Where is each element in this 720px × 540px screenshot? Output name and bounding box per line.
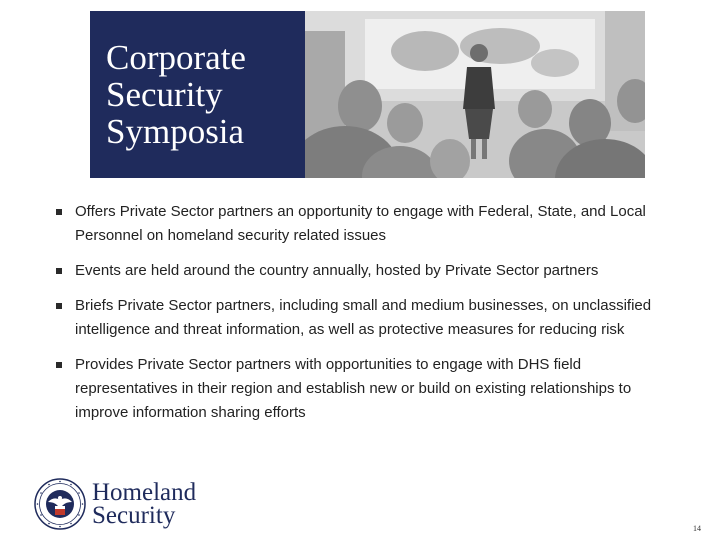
logo-wordmark xyxy=(92,481,196,527)
square-bullet-icon xyxy=(56,268,62,274)
bullet-text: Offers Private Sector partners an opportunity to engage with Federal, State, and Local Personnel on homeland security related issues xyxy=(75,203,646,244)
square-bullet-icon xyxy=(56,209,62,215)
banner-title-line-2: Security xyxy=(106,75,223,114)
logo-line-homeland: Homeland xyxy=(92,479,197,506)
square-bullet-icon xyxy=(56,362,62,368)
banner xyxy=(90,11,645,178)
bullet-text: Events are held around the country annually, hosted by Private Sector partners xyxy=(75,262,599,279)
dhs-seal-icon xyxy=(34,478,86,530)
logo-line-security: Security xyxy=(92,502,176,529)
page-number: 14 xyxy=(693,524,701,533)
bullet-list xyxy=(56,200,686,436)
bullet-item xyxy=(56,259,686,283)
banner-title-line-3: Symposia xyxy=(106,112,245,151)
banner-title xyxy=(106,39,246,150)
bullet-text: Provides Private Sector partners with opportunities to engage with DHS field representatives in their region and establish new or build on existing relationships to improve information sharing efforts xyxy=(75,356,632,421)
square-bullet-icon xyxy=(56,303,62,309)
banner-title-panel xyxy=(90,11,305,178)
bullet-item xyxy=(56,353,686,425)
conference-photo xyxy=(305,11,645,178)
bullet-item xyxy=(56,294,686,342)
bullet-item xyxy=(56,200,686,248)
banner-title-line-1: Corporate xyxy=(106,38,246,77)
bullet-text: Briefs Private Sector partners, including small and medium businesses, on unclassified intelligence and threat information, as well as protective measures for reducing risk xyxy=(75,297,652,338)
homeland-security-logo xyxy=(34,478,196,530)
